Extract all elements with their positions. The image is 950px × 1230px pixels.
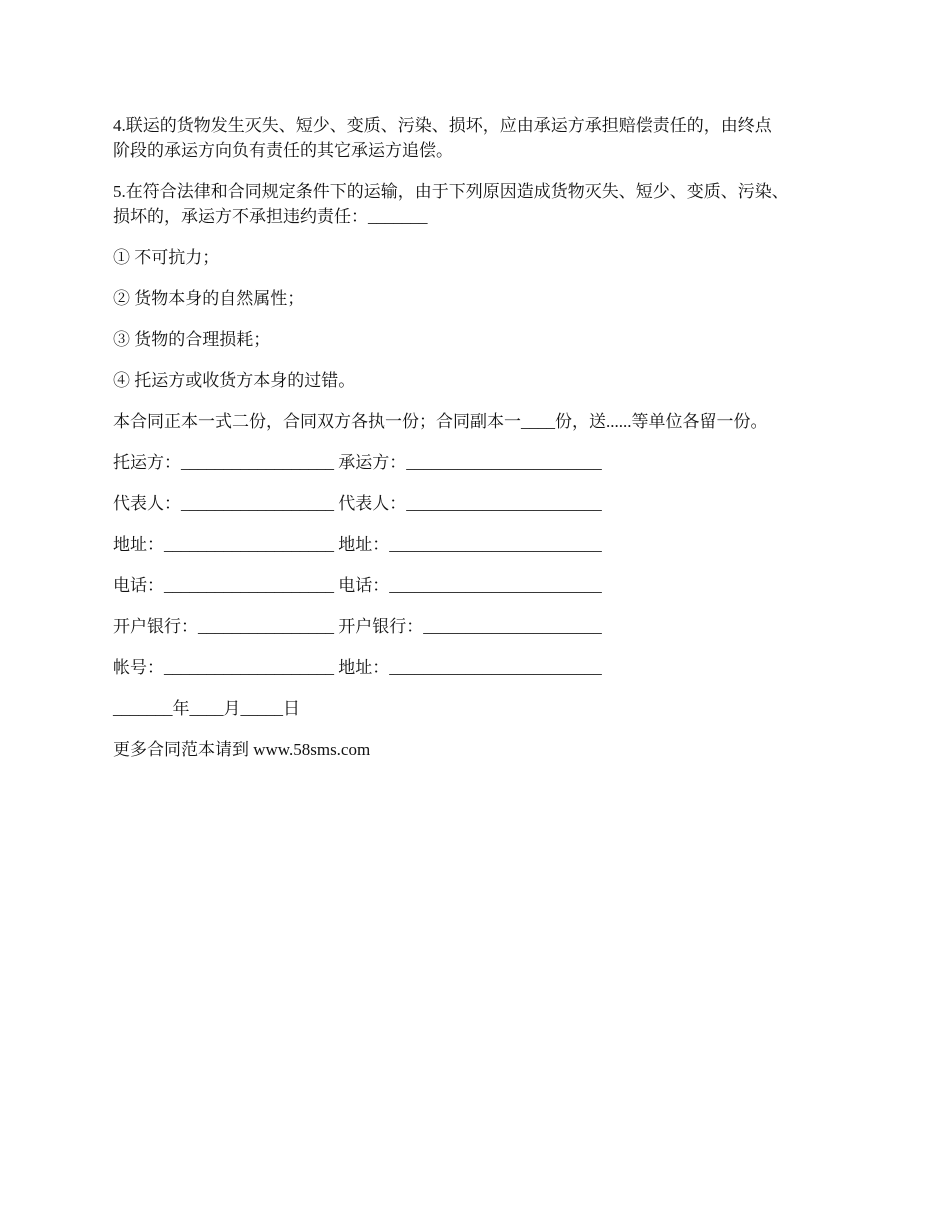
clause-4 (113, 113, 853, 163)
signature-row-account: 帐号：____________________ 地址：_________________________ (113, 658, 602, 677)
clause-5-line-2: 损坏的，承运方不承担违约责任：_______ (113, 207, 428, 226)
signature-row-phone: 电话：____________________ 电话：_________________________ (113, 576, 602, 595)
document-body (113, 113, 853, 778)
exemption-item: ② 货物本身的自然属性； (113, 289, 305, 308)
signature-row-address: 地址：____________________ 地址：_________________________ (113, 535, 602, 554)
clause-4-line-1: 4.联运的货物发生灭失、短少、变质、污染、损坏，应由承运方承担赔偿责任的，由终点 (113, 116, 772, 135)
signature-row-bank: 开户银行：________________ 开户银行：_____________________ (113, 617, 602, 636)
footer-note: 更多合同范本请到 www.58sms.com (113, 740, 371, 759)
copies-clause: 本合同正本一式二份，合同双方各执一份；合同副本一____份，送......等单位各留一份。 (113, 412, 768, 431)
clause-5-line-1: 5.在符合法律和合同规定条件下的运输，由于下列原因造成货物灭失、短少、变质、污染、 (113, 182, 789, 201)
exemption-item: ④ 托运方或收货方本身的过错。 (113, 371, 356, 390)
signature-row-shipper-carrier: 托运方：__________________ 承运方：_______________________ (113, 453, 602, 472)
clause-4-line-2: 阶段的承运方向负有责任的其它承运方追偿。 (113, 141, 453, 160)
exemption-item: ① 不可抗力； (113, 248, 220, 267)
date-line: _______年____月_____日 (113, 699, 300, 718)
exemption-item: ③ 货物的合理损耗； (113, 330, 271, 349)
signature-row-representative: 代表人：__________________ 代表人：_______________________ (113, 494, 602, 513)
clause-5 (113, 179, 853, 229)
